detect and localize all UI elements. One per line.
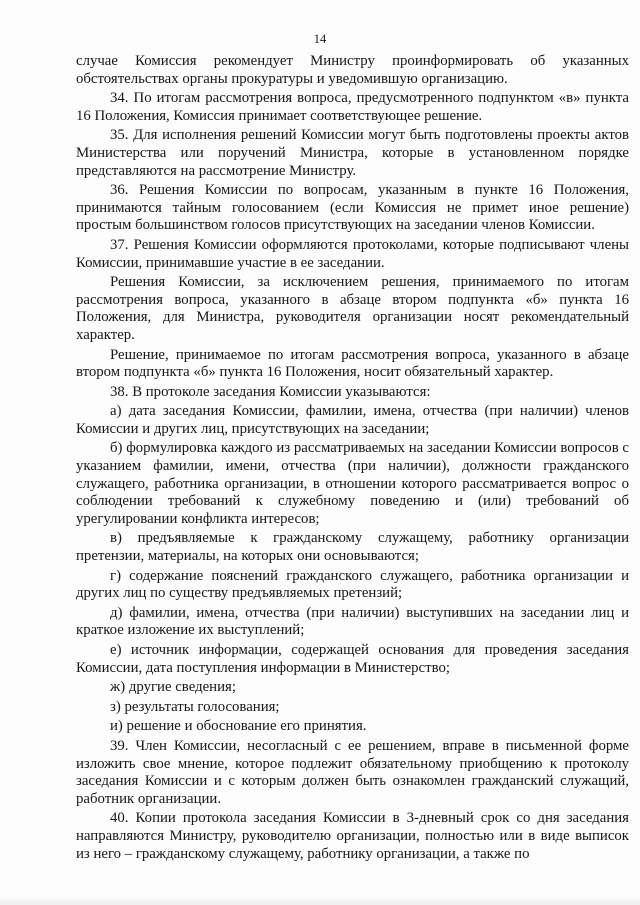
paragraph-item-37-part-2: Решения Комиссии, за исключением решения, принимаемого по итогам рассмотрения вопроса, указанного в абзаце втором подпункта «б» пункта 16 Положения, для Министра, руководителя организации носят рекомендательный характер.: [76, 274, 629, 343]
paragraph-continuation: случае Комиссия рекомендует Министру проинформировать об указанных обстоятельствах органы прокуратуры и уведомившую организацию.: [76, 53, 629, 87]
list-item-zh: ж) другие сведения;: [110, 679, 236, 696]
paragraph-item-36: 36. Решения Комиссии по вопросам, указанным в пункте 16 Положения, принимаются тайным голосованием (если Комиссия не примет иное решение) простым большинством голосов присутствующих на заседании членов Комиссии.: [76, 182, 629, 234]
list-item-i: и) решение и обоснование его принятия.: [110, 718, 367, 735]
paragraph-item-37-part-3: Решение, принимаемое по итогам рассмотрения вопроса, указанного в абзаце втором подпункта «б» пункта 16 Положения, носит обязательный характер.: [76, 346, 629, 381]
paragraph-item-35: 35. Для исполнения решений Комиссии могут быть подготовлены проекты актов Министерства или поручений Министра, которые в установленном порядке представляются на рассмотрение Министру.: [76, 127, 629, 179]
list-item-b: б) формулировка каждого из рассматриваемых на заседании Комиссии вопросов с указанием фамилии, имени, отчества (при наличии), должности гражданского служащего, работника организации, в отношении которого рассматривается вопрос о соблюдении требований к служебному поведению и (или) требований об урегулировании конфликта интересов;: [76, 440, 629, 527]
document-body: [76, 53, 629, 865]
list-item-z: з) результаты голосования;: [110, 698, 280, 715]
paragraph-item-37: 37. Решения Комиссии оформляются протоколами, которые подписывают члены Комиссии, принимавшие участие в ее заседании.: [76, 236, 629, 271]
page-number: 14: [313, 32, 327, 46]
paragraph-item-34: 34. По итогам рассмотрения вопроса, предусмотренного подпунктом «в» пункта 16 Положения, Комиссия принимает соответствующее решение.: [76, 90, 629, 124]
list-item-d: д) фамилии, имена, отчества (при наличии) выступивших на заседании лиц и краткое изложение их выступлений;: [76, 604, 629, 639]
list-item-g: г) содержание пояснений гражданского служащего, работника организации и других лиц по существу предъявляемых претензий;: [76, 567, 629, 602]
paragraph-item-38: 38. В протоколе заседания Комиссии указываются:: [110, 383, 431, 400]
list-item-v: в) предъявляемые к гражданскому служащему, работнику организации претензии, материалы, на которых они основываются;: [76, 530, 629, 565]
paragraph-item-40: 40. Копии протокола заседания Комиссии в 3-дневный срок со дня заседания направляются Министру, руководителю организации, полностью или в виде выписок из него – гражданскому служащему, работнику организации, а также по: [76, 810, 629, 862]
scan-edge-shadow: [0, 897, 640, 905]
list-item-e: е) источник информации, содержащей основания для проведения заседания Комиссии, дата поступления информации в Министерство;: [76, 642, 629, 676]
paragraph-item-39: 39. Член Комиссии, несогласный с ее решением, вправе в письменной форме изложить свое мнение, которое подлежит обязательному приобщению к протоколу заседания Комиссии и с которым должен быть ознакомлен гражданский служащий, работник организации.: [76, 737, 629, 807]
list-item-a: а) дата заседания Комиссии, фамилии, имена, отчества (при наличии) членов Комиссии и других лиц, присутствующих на заседании;: [76, 403, 629, 437]
